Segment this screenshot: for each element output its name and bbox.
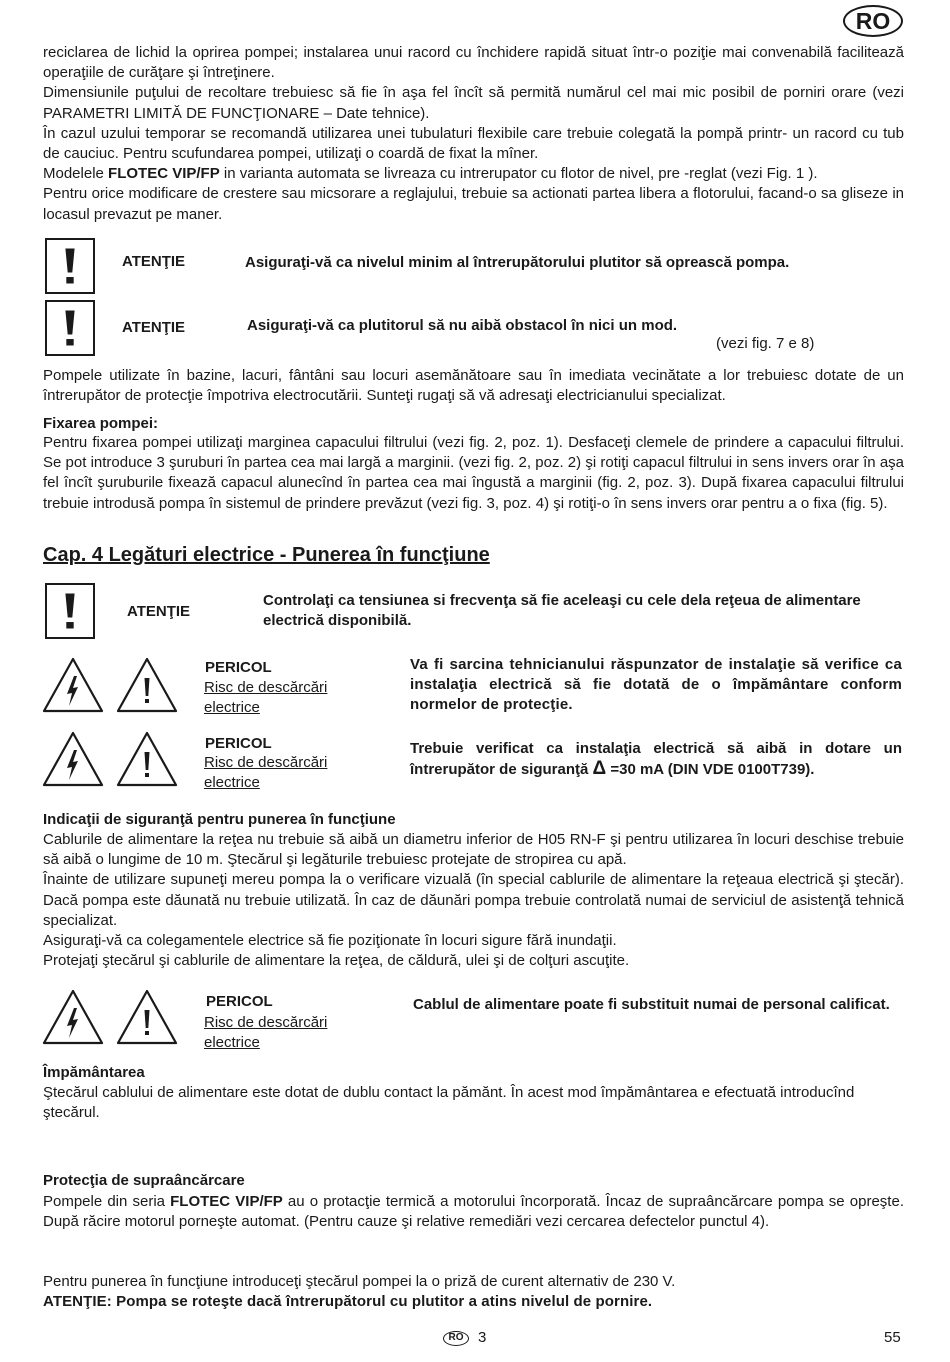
exclamation-box-icon [45, 300, 95, 356]
electric-hazard-triangle-icon [41, 988, 105, 1046]
electric-hazard-triangle-icon [41, 730, 105, 788]
safety-body [43, 830, 904, 971]
pools-paragraph: Pompele utilizate în bazine, lacuri, fântâni sau locuri asemănătoare sau în imediata vecinătate a lor trebuiesc dotate de un întrerupător de protecţie împotriva electrocutării. Sunteţi rugaţi să vă adresaţi electricianului specializat. [43, 367, 904, 405]
attention-label: ATENŢIE [122, 253, 186, 270]
fixing-body: Pentru fixarea pompei utilizaţi marginea capacului filtrului (vezi fig. 2, poz. 1). Desfaceţi clemele de prindere a capacului filtrului. Se pot introduce 3 şuruburi în partea cea mai largă a marginii. (vezi fig. 2, poz. 2) şi rotiţi capacul filtrului in sens invers orar în aşa fel încît şuruburile fixează capacul alunecînd în partea cea mai îngustă a marginii (fig. 2, poz. 3). După fixarea capacului filtrului trebuie introdusă pompa în sistemul de prindere prevăzut (vezi fig. 3, poz. 4) şi rotiţi-o în sens invers orar pentru a o fixa (fig. 5). [43, 434, 904, 512]
danger-text: Va fi sarcina tehnicianului răspunzator de instalaţie să verifice ca instalaţia electrică să fie dotată de o împământare conform normelor de protecţie. [410, 656, 902, 714]
warning-triangle-icon [115, 656, 179, 714]
chapter-heading: Cap. 4 Legături electrice - Punerea în funcţiune [43, 544, 490, 566]
safety-paragraph: Asiguraţi-vă ca colegamentele electrice să fie poziţionate în locuri sigure fără inundaţii. [43, 932, 617, 950]
exclamation-box-icon [45, 583, 95, 639]
danger-subtitle: Risc de descărcări electrice [204, 679, 328, 717]
danger-text: Trebuie verificat ca instalaţia electrică să aibă in dotare un întrerupător de siguranţă Δ =30 mA (DIN VDE 0100T739). [410, 740, 902, 780]
safety-title: Indicaţii de siguranţă pentru punerea în funcţiune [43, 811, 396, 828]
attention-text: Asiguraţi-vă ca nivelul minim al întrerupătorului plutitor să oprească pompa. [245, 254, 790, 271]
intro-text [43, 43, 904, 225]
safety-paragraph: Înainte de utilizare supuneţi mereu pompa la o verificare vizuală (în special cablurile de alimentare la reţeaua electrică şi ştecăr). Dacă pompa este dăunată nu trebuie utilizată. În caz de dăunări pompa trebuie controlată numai de serviciul de asistenţă tehnică specializat. [43, 871, 904, 929]
delta-symbol: Δ [592, 758, 607, 780]
overload-title: Protecţia de supraâncărcare [43, 1172, 245, 1189]
intro-paragraph: În cazul uzului temporar se recomandă utilizarea unei tubulaturi flexibile care trebuie colegată la pompă printr- un racord cu tub de cauciuc. Pentru scufundarea pompei, utilizaţi o coardă de fixat la mîner. [43, 124, 904, 163]
attention-text: Asiguraţi-vă ca plutitorul să nu aibă obstacol în nici un mod. [247, 317, 678, 334]
safety-paragraph: Protejaţi ştecărul şi cablurile de alimentare la reţea, de căldură, ulei şi de colţuri ascuţite. [43, 952, 630, 970]
page-number: 55 [884, 1329, 901, 1346]
warning-triangle-icon [115, 730, 179, 788]
danger-subtitle: Risc de descărcări electrice [204, 1014, 328, 1052]
grounding-body: Ştecărul cablului de alimentare este dotat de dublu contact la pămănt. În acest mod împământarea e efectuată introducînd ştecărul. [43, 1084, 855, 1122]
attention-label: ATENŢIE [127, 603, 191, 620]
danger-label: PERICOL [205, 735, 272, 752]
danger-subtitle: Risc de descărcări electrice [204, 754, 328, 792]
figure-reference: (vezi fig. 7 e 8) [716, 335, 815, 352]
danger-label: PERICOL [205, 659, 272, 676]
startup-instruction: Pentru punerea în funcţiune introduceţi ştecărul pompei la o priză de curent alternativ de 230 V. [43, 1273, 676, 1290]
danger-label: PERICOL [206, 993, 273, 1010]
safety-paragraph: Cablurile de alimentare la reţea nu trebuie să aibă un diametru inferior de H05 RN-F şi pentru utilizarea în locuri deschise trebuie să aibă o lungime de 10 m. Ştecărul şi legăturile trebuiesc protejate de stropirea cu apă. [43, 831, 904, 869]
startup-warning: ATENŢIE: Pompa se roteşte dacă întrerupătorul cu plutitor a atins nivelul de pornire. [43, 1293, 653, 1310]
intro-paragraph: Modelele FLOTEC VIP/FP in varianta automata se livreaza cu intrerupator cu flotor de nivel, pre -reglat (vezi Fig. 1 ). [43, 165, 818, 183]
warning-triangle-icon [115, 988, 179, 1046]
grounding-title: Împământarea [43, 1064, 145, 1081]
attention-label: ATENŢIE [122, 319, 186, 336]
intro-paragraph: reciclarea de lichid la oprirea pompei; instalarea unui racord cu închidere rapidă situat într-o poziţie mai convenabilă facilitează operaţiile de curăţare şi întreţinere. [43, 44, 904, 82]
language-badge: RO [843, 5, 903, 37]
section-number: 3 [478, 1329, 487, 1346]
intro-paragraph: Dimensiunile puţului de recoltare trebuiesc să fie în aşa fel încît să permită numărul cel mai mic posibil de porniri orare (vezi PARAMETRI LIMITĂ DE FUNCŢIONARE – Date tehnice). [43, 84, 904, 122]
fixing-title: Fixarea pompei: [43, 415, 159, 432]
danger-text: Cablul de alimentare poate fi substituit numai de personal calificat. [413, 996, 890, 1013]
intro-paragraph: Pentru orice modificare de crestere sau micsorare a reglajului, trebuie sa actionati partea libera a flotorului, facand-o sa gliseze in locasul prevazut pe maner. [43, 185, 904, 223]
attention-text: Controlaţi ca tensiunea si frecvenţa să fie aceleaşi cu cele dela reţeua de alimentare electrică disponibilă. [263, 592, 861, 630]
overload-body: Pompele din seria FLOTEC VIP/FP au o protacţie termică a motorului încorporată. Încaz de supraâncărcare pompa se opreşte. După răcire motorul porneşte automat. (Pentru cauze şi relative remediări vezi cercarea defectelor punctul 4). [43, 1193, 904, 1231]
electric-hazard-triangle-icon [41, 656, 105, 714]
exclamation-box-icon [45, 238, 95, 294]
footer-language-badge: RO [443, 1331, 469, 1346]
